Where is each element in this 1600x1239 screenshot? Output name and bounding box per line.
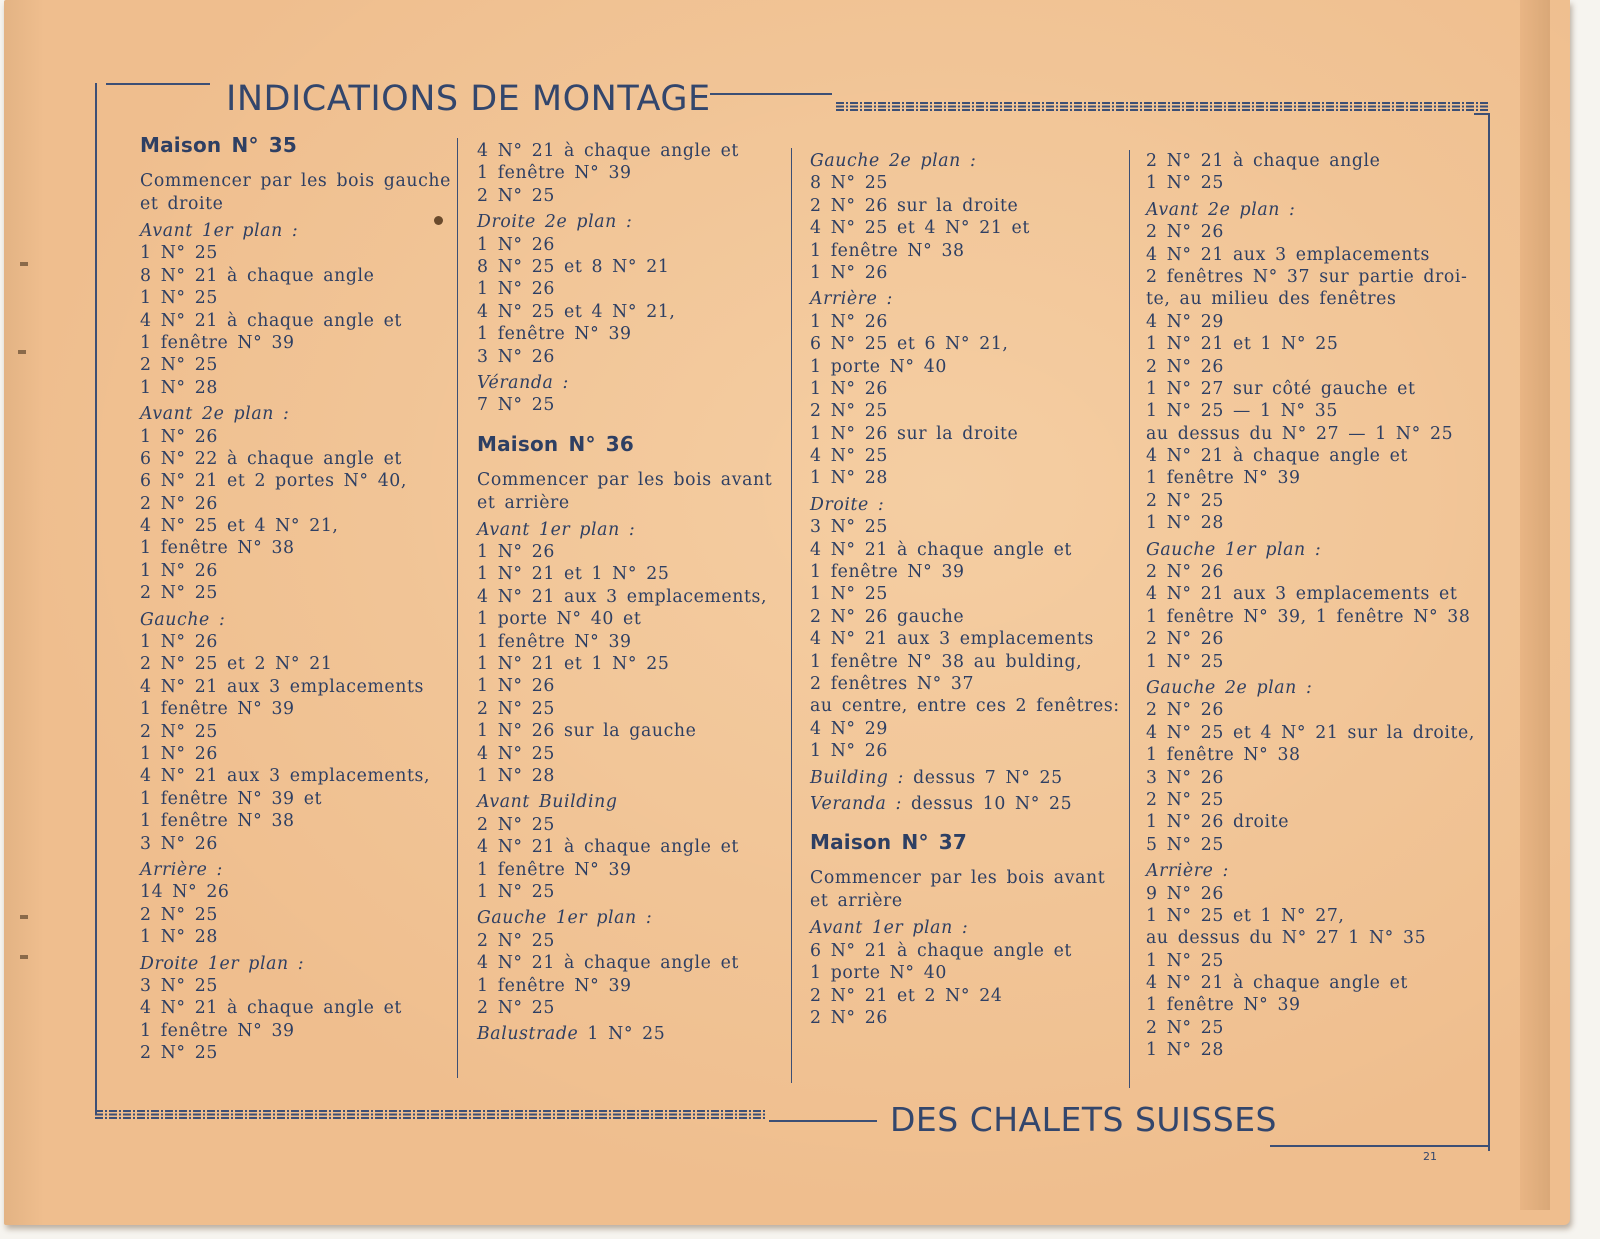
instruction-line: 2 N° 26 (1146, 629, 1224, 650)
instruction-line: 4 N° 21 à chaque angle et (810, 539, 1072, 560)
instruction-line: 6 N° 25 et 6 N° 21, (810, 334, 1009, 355)
instruction-line: 3 N° 26 (477, 346, 555, 367)
instruction-line: 2 N° 25 (1146, 490, 1224, 511)
instruction-line: 7 N° 25 (477, 395, 555, 416)
instruction-line: 2 N° 25 (477, 814, 555, 835)
instruction-line: 4 N° 21 aux 3 emplacements (1146, 244, 1430, 265)
instruction-line: 1 N° 25 (1146, 950, 1224, 971)
instruction-line: 2 N° 25 (140, 904, 218, 925)
instruction-line: 1 fenêtre N° 39 et (140, 788, 323, 809)
frame-top-left-line (106, 83, 210, 85)
instruction-line: 4 N° 21 aux 3 emplacements et (1146, 584, 1458, 605)
instruction-line: 3 N° 25 (810, 517, 888, 538)
line-label: Balustrade (477, 1024, 579, 1045)
instruction-line: 2 N° 25 (1146, 789, 1224, 810)
instruction-line: 2 N° 25 (140, 355, 218, 376)
instruction-line: 2 N° 25 (810, 401, 888, 422)
section-label: Droite : (810, 494, 885, 515)
frame-top-mid-line (710, 93, 832, 95)
section-label: Gauche 1er plan : (1146, 539, 1322, 560)
page-title: INDICATIONS DE MONTAGE (226, 79, 711, 119)
instruction-line: 2 N° 25 (477, 930, 555, 951)
instruction-line: 2 N° 26 (1146, 356, 1224, 377)
instruction-line: 1 N° 25 (477, 881, 555, 902)
section-label: Avant 1er plan : (140, 221, 299, 241)
instruction-line: 4 N° 21 à chaque angle et (1146, 446, 1408, 467)
instruction-line: 1 fenêtre N° 39 (477, 859, 632, 880)
section-label: Véranda : (477, 372, 569, 393)
page-edge (1520, 0, 1550, 1210)
intro-text: Commencer par les bois avant et arrière (810, 868, 1106, 912)
labeled-line (810, 767, 1126, 789)
instruction-line: 1 fenêtre N° 38 au bulding, (810, 651, 1083, 672)
instruction-line: 4 N° 21 à chaque angle et (140, 310, 402, 331)
frame-top-pattern (836, 102, 1490, 111)
footer-brand: DES CHALETS SUISSES (890, 1100, 1277, 1139)
instruction-line: 2 N° 25 et 2 N° 21 (140, 654, 333, 675)
instruction-line: au dessus du N° 27 — 1 N° 25 (1146, 423, 1454, 444)
section-label: Droite 2e plan : (477, 212, 633, 233)
page-number: 21 (1423, 1150, 1437, 1163)
section-label: Avant 2e plan : (1146, 199, 1296, 220)
instruction-line: 4 N° 29 (810, 718, 888, 739)
instruction-line: 1 N° 21 et 1 N° 25 (477, 564, 670, 585)
instruction-line: 1 N° 26 (140, 560, 218, 581)
frame-top-right-line (1474, 113, 1490, 115)
column-divider (457, 138, 458, 1078)
instruction-line: 1 fenêtre N° 39 (810, 562, 965, 583)
instruction-line: 1 fenêtre N° 39 (1146, 468, 1301, 489)
instruction-line: 3 N° 26 (140, 833, 218, 854)
intro-text: Commencer par les bois gauche et droite (140, 171, 451, 214)
instruction-line: 2 N° 26 (140, 493, 218, 514)
instruction-line: 2 fenêtres N° 37 (810, 673, 975, 694)
instruction-line: au dessus du N° 27 1 N° 35 (1146, 928, 1427, 949)
instruction-line: 3 N° 26 (1146, 767, 1224, 788)
instruction-line: 1 N° 28 (140, 927, 218, 948)
column-divider (1129, 150, 1130, 1088)
instruction-line: 1 fenêtre N° 39 (1146, 995, 1301, 1016)
instruction-line: 2 N° 25 (477, 997, 555, 1018)
frame-left-border (95, 83, 97, 1115)
instruction-line: 1 N° 25 (1146, 651, 1224, 672)
instruction-line: 4 N° 21 à chaque angle et (477, 953, 739, 974)
instruction-line: 4 N° 21 aux 3 emplacements, (477, 586, 768, 607)
instruction-line: 4 N° 25 et 4 N° 21, (140, 516, 339, 537)
frame-bottom-right-line (1270, 1145, 1490, 1147)
instruction-line: 4 N° 25 et 4 N° 21, (477, 301, 676, 322)
instruction-line: 2 N° 25 (140, 721, 218, 742)
labeled-line (477, 1023, 789, 1045)
instruction-line: 1 N° 28 (810, 468, 888, 489)
instruction-line: te, au milieu des fenêtres (1146, 289, 1397, 310)
frame-bottom-pattern (95, 1110, 767, 1119)
instruction-line: 2 N° 26 gauche (810, 606, 965, 627)
instruction-line: 1 N° 28 (1146, 513, 1224, 534)
instruction-line: 1 N° 26 (477, 234, 555, 255)
instructions-column-4 (1146, 150, 1481, 1062)
line-value: dessus 7 N° 25 (913, 767, 1063, 788)
house-heading: Maison N° 36 (477, 431, 635, 456)
instruction-line: 1 N° 26 (140, 743, 218, 764)
binding-stitch (20, 262, 28, 266)
instruction-line: 1 fenêtre N° 39 (477, 324, 632, 345)
intro-text: Commencer par les bois avant et arrière (477, 469, 773, 513)
instruction-line: 4 N° 29 (1146, 311, 1224, 332)
section-label: Droite 1er plan : (140, 953, 305, 974)
binding-stitch (18, 350, 26, 354)
instruction-line: 1 N° 21 et 1 N° 25 (477, 654, 670, 675)
instruction-line: 9 N° 26 (1146, 883, 1224, 904)
instruction-line: 5 N° 25 (1146, 834, 1224, 855)
house-heading: Maison N° 35 (140, 133, 298, 157)
instruction-line: 1 N° 26 sur la droite (810, 423, 1019, 444)
instruction-line: 2 N° 26 (1146, 700, 1224, 721)
instruction-line: 1 N° 26 (477, 676, 555, 697)
frame-right-border (1488, 113, 1490, 1151)
instruction-line: 4 N° 21 aux 3 emplacements (810, 629, 1094, 650)
instruction-line: 2 N° 25 (140, 1043, 218, 1064)
section-label: Avant Building (477, 792, 618, 813)
instruction-line: 1 N° 26 (810, 311, 888, 332)
catalog-page (4, 0, 1570, 1225)
instructions-column-1 (140, 132, 456, 1064)
instruction-line: 1 N° 26 sur la gauche (477, 721, 697, 742)
instruction-line: 4 N° 25 et 4 N° 21 et (810, 218, 1030, 239)
instruction-line: 2 N° 26 sur la droite (810, 195, 1019, 216)
instruction-line: 1 N° 28 (477, 765, 555, 786)
instruction-line: 1 N° 25 (140, 288, 218, 309)
instruction-line: 1 N° 26 droite (1146, 812, 1290, 833)
instruction-line: 1 N° 25 — 1 N° 35 (1146, 401, 1338, 422)
section-label: Arrière : (1146, 861, 1229, 882)
instruction-line: 1 N° 28 (1146, 1040, 1224, 1061)
instruction-line: 4 N° 25 (477, 743, 555, 764)
section-label: Gauche : (140, 609, 226, 630)
instruction-line: 1 N° 26 (477, 279, 555, 300)
instruction-line: 4 N° 25 (810, 446, 888, 467)
instruction-line: au centre, entre ces 2 fenêtres: (810, 696, 1120, 717)
house-heading: Maison N° 37 (810, 830, 968, 855)
instruction-line: 6 N° 21 à chaque angle et (810, 940, 1072, 961)
instruction-line: 1 fenêtre N° 39 (140, 332, 295, 353)
instruction-line: 1 N° 26 (477, 542, 555, 563)
section-label: Avant 1er plan : (477, 519, 636, 540)
instruction-line: 1 fenêtre N° 38 (140, 811, 295, 832)
instruction-line: 2 N° 25 (140, 583, 218, 604)
binding-stitch (20, 955, 28, 959)
section-label: Avant 2e plan : (140, 404, 290, 425)
instruction-line: 1 N° 26 (140, 632, 218, 653)
section-label: Gauche 2e plan : (1146, 677, 1313, 698)
instruction-line: 2 N° 21 et 2 N° 24 (810, 985, 1003, 1006)
instruction-line: 2 N° 26 (1146, 222, 1224, 243)
line-label: Building : (810, 767, 904, 788)
section-label: Avant 1er plan : (810, 918, 969, 939)
line-label: Veranda : (810, 793, 902, 814)
instruction-line: 2 N° 25 (477, 698, 555, 719)
instruction-line: 2 N° 25 (1146, 1017, 1224, 1038)
frame-bottom-mid-line (769, 1120, 877, 1122)
line-value: 1 N° 25 (587, 1024, 666, 1045)
instruction-line: 2 N° 21 à chaque angle (1146, 151, 1381, 171)
instruction-line: 1 N° 21 et 1 N° 25 (1146, 334, 1339, 355)
instruction-line: 4 N° 25 et 4 N° 21 sur la droite, (1146, 722, 1475, 743)
instruction-line: 1 N° 26 (810, 378, 888, 399)
instruction-line: 4 N° 21 aux 3 emplacements, (140, 766, 431, 787)
instruction-line: 1 N° 25 et 1 N° 27, (1146, 905, 1345, 926)
binding-stitch (20, 915, 28, 919)
labeled-line (810, 793, 1126, 815)
instruction-line: 8 N° 21 à chaque angle (140, 265, 375, 286)
instruction-line: 1 fenêtre N° 39 (140, 699, 295, 720)
instruction-line: 1 fenêtre N° 39 (477, 163, 632, 184)
instruction-line: 2 N° 26 (810, 1007, 888, 1028)
instruction-line: 8 N° 25 (810, 173, 888, 194)
instruction-line: 4 N° 21 à chaque angle et (1146, 973, 1408, 994)
line-value: dessus 10 N° 25 (911, 793, 1073, 814)
instruction-line: 4 N° 21 à chaque angle et (477, 141, 739, 161)
instruction-line: 6 N° 21 et 2 portes N° 40, (140, 471, 407, 492)
instruction-line: 2 N° 25 (477, 185, 555, 206)
instruction-line: 1 fenêtre N° 39 (140, 1020, 295, 1041)
instruction-line: 2 fenêtres N° 37 sur partie droi- (1146, 266, 1468, 287)
instruction-line: 1 fenêtre N° 38 (1146, 745, 1301, 766)
instruction-line: 8 N° 25 et 8 N° 21 (477, 256, 670, 277)
section-label: Gauche 2e plan : (810, 151, 977, 171)
instructions-column-3 (810, 146, 1126, 1029)
instruction-line: 1 porte N° 40 et (477, 609, 642, 630)
instruction-line: 1 N° 26 (810, 262, 888, 283)
instruction-line: 1 N° 28 (140, 377, 218, 398)
instruction-line: 4 N° 21 à chaque angle et (477, 837, 739, 858)
section-label: Arrière : (810, 289, 893, 310)
instruction-line: 1 fenêtre N° 39 (477, 631, 632, 652)
section-label: Arrière : (140, 859, 223, 880)
instruction-line: 1 N° 25 (140, 243, 218, 264)
instructions-column-2 (477, 140, 789, 1046)
instruction-line: 1 N° 26 (810, 741, 888, 762)
instruction-line: 4 N° 21 aux 3 emplacements (140, 676, 424, 697)
instruction-line: 4 N° 21 à chaque angle et (140, 998, 402, 1019)
instruction-line: 14 N° 26 (140, 882, 230, 903)
instruction-line: 1 fenêtre N° 38 (140, 538, 295, 559)
instruction-line: 3 N° 25 (140, 975, 218, 996)
column-divider (791, 148, 792, 1083)
instruction-line: 1 N° 27 sur côté gauche et (1146, 378, 1416, 399)
instruction-line: 1 porte N° 40 (810, 963, 947, 984)
instruction-line: 1 fenêtre N° 39, 1 fenêtre N° 38 (1146, 606, 1471, 627)
instruction-line: 1 porte N° 40 (810, 356, 947, 377)
instruction-line: 1 fenêtre N° 39 (477, 975, 632, 996)
instruction-line: 1 N° 26 (140, 426, 218, 447)
instruction-line: 6 N° 22 à chaque angle et (140, 448, 402, 469)
instruction-line: 1 fenêtre N° 38 (810, 240, 965, 261)
section-label: Gauche 1er plan : (477, 908, 653, 929)
instruction-line: 2 N° 26 (1146, 562, 1224, 583)
instruction-line: 1 N° 25 (810, 584, 888, 605)
instruction-line: 1 N° 25 (1146, 173, 1224, 194)
